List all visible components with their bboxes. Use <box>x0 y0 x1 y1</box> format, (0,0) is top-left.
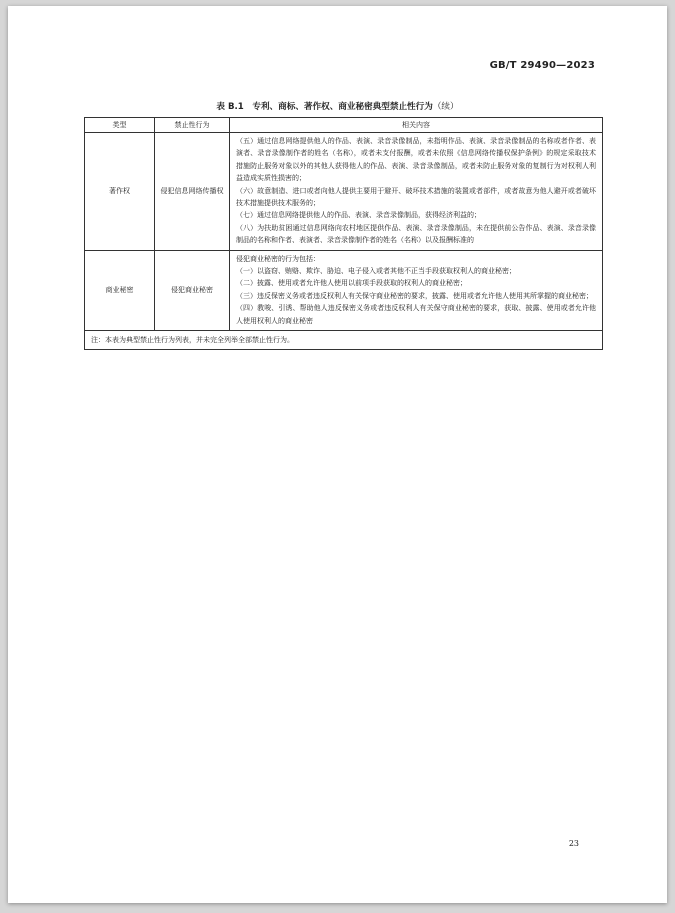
column-header-content: 相关内容 <box>230 118 603 133</box>
table-note-row <box>85 331 603 350</box>
table-row <box>85 250 603 330</box>
table-title <box>8 100 667 112</box>
content-paragraph: （七）通过信息网络提供他人的作品、表演、录音录像制品，获得经济利益的； <box>236 211 481 220</box>
content-paragraph: （五）通过信息网络提供他人的作品、表演、录音录像制品，未指明作品、表演、录音录像制品的名称或者作者、表演者、录音录像制作者的姓名（名称），或者未支付报酬，或者未依照《信息网络传播权保护条例》的规定采取技术措施防止服务对象以外的其他人获得他人的作品、表演、录音录像制品，或者未防止服务对象的复制行为对权利人利益造成实质性损害的； <box>236 137 596 183</box>
row-type-cell: 著作权 <box>85 133 155 251</box>
row-behavior-cell: 侵犯信息网络传播权 <box>155 133 230 251</box>
row-content-cell <box>230 250 603 330</box>
document-page <box>8 6 667 903</box>
content-paragraph: （二）披露、使用或者允许他人使用以前项手段获取的权利人的商业秘密； <box>236 279 467 288</box>
content-paragraph: （四）教唆、引诱、帮助他人违反保密义务或者违反权利人有关保守商业秘密的要求，获取、披露、使用或者允许他人使用权利人的商业秘密 <box>236 304 596 325</box>
column-header-behavior: 禁止性行为 <box>155 118 230 133</box>
table-header-row <box>85 118 603 133</box>
content-paragraph: （六）故意制造、进口或者向他人提供主要用于避开、破坏技术措施的装置或者部件，或者故意为他人避开或者破坏技术措施提供技术服务的； <box>236 186 596 208</box>
row-content-cell <box>230 133 603 251</box>
content-paragraph: 侵犯商业秘密的行为包括： <box>236 254 320 263</box>
content-paragraph: （一）以盗窃、贿赂、欺诈、胁迫、电子侵入或者其他不正当手段获取权利人的商业秘密； <box>236 267 516 276</box>
content-paragraph: （八）为扶助贫困通过信息网络向农村地区提供作品、表演、录音录像制品，未在提供前公告作品、表演、录音录像制品的名称和作者、表演者、录音录像制作者的姓名（名称）以及报酬标准的 <box>236 223 596 245</box>
table-title-main: 表 B.1 专利、商标、著作权、商业秘密典型禁止性行为 <box>216 102 433 112</box>
page-number: 23 <box>568 839 579 848</box>
column-header-type: 类型 <box>85 118 155 133</box>
table-note: 注：本表为典型禁止性行为列表，并未完全列举全部禁止性行为。 <box>85 331 603 350</box>
table-row <box>85 133 603 251</box>
standard-number: GB/T 29490—2023 <box>489 60 595 71</box>
row-type-cell: 商业秘密 <box>85 250 155 330</box>
row-behavior-cell: 侵犯商业秘密 <box>155 250 230 330</box>
table-title-suffix: （续） <box>432 102 459 112</box>
content-paragraph: （三）违反保密义务或者违反权利人有关保守商业秘密的要求，披露、使用或者允许他人使用其所掌握的商业秘密； <box>236 291 593 300</box>
prohibited-behaviors-table <box>84 117 603 350</box>
